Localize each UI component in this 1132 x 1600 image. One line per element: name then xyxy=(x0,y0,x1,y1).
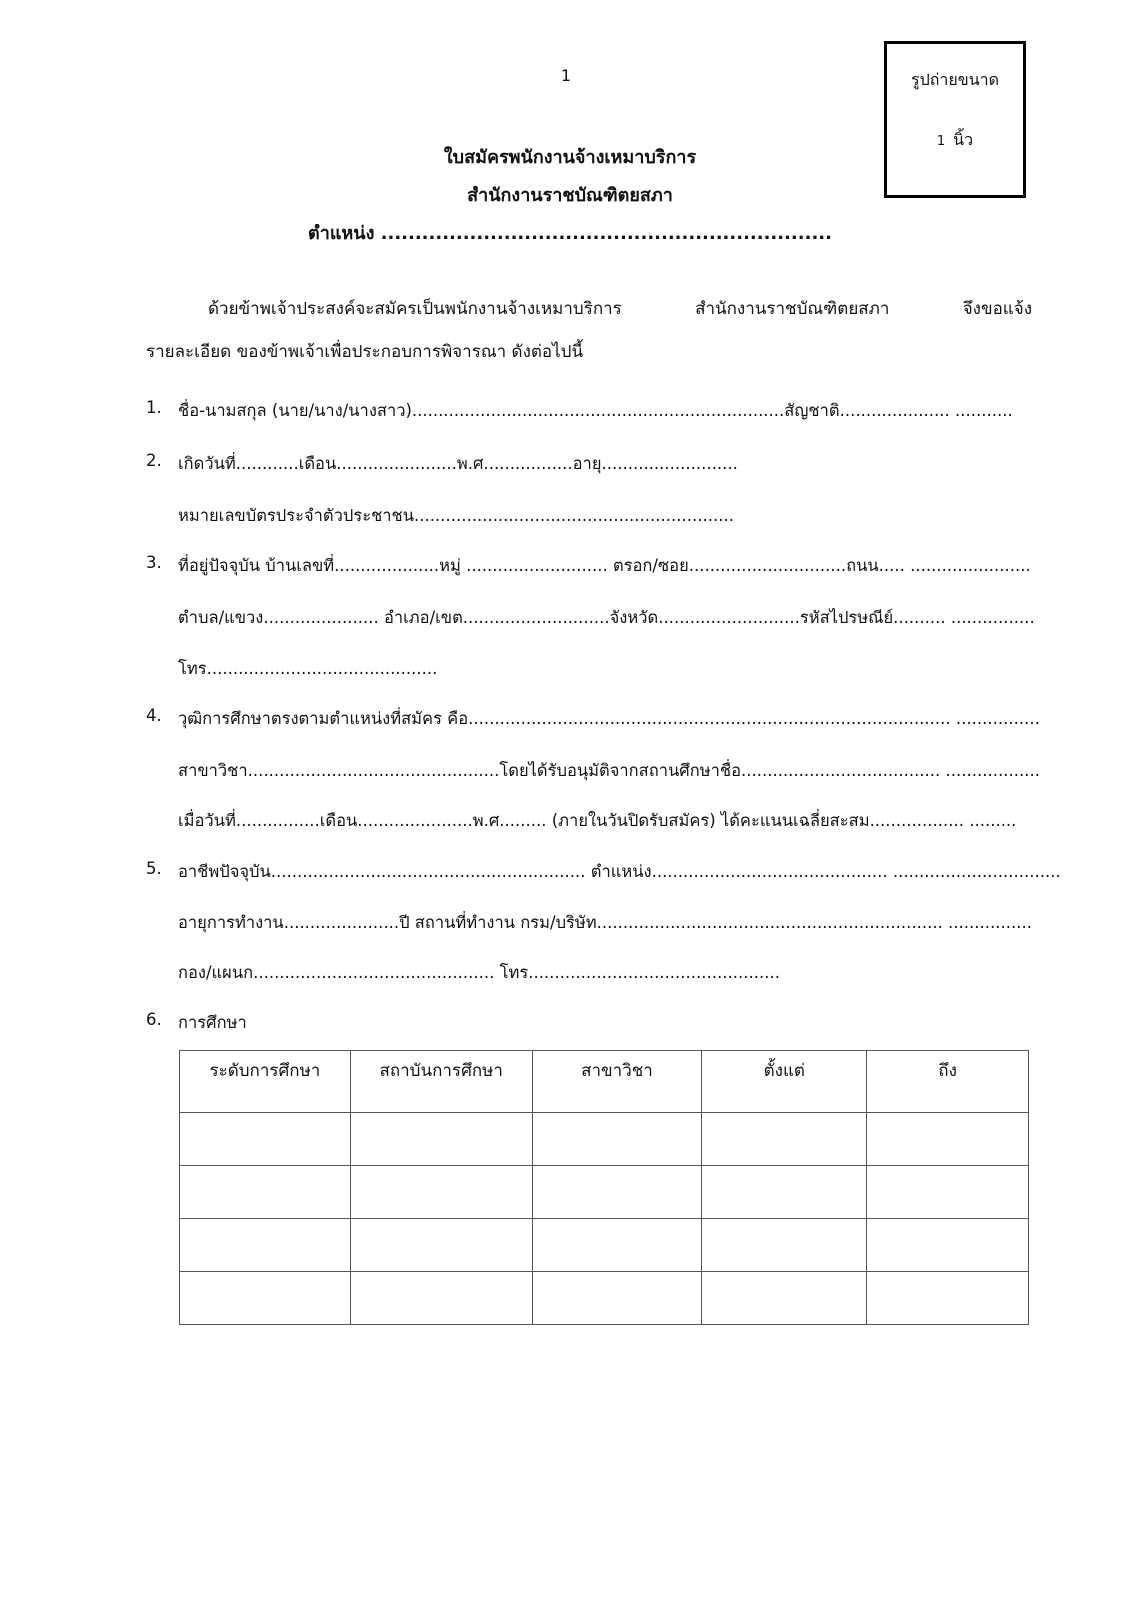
major-institution-field[interactable]: สาขาวิชา................................................โดยได้รับอนุมัติจากสถานศึกษาชื่อ...................................... .................. xyxy=(178,761,1040,780)
table-header-row xyxy=(180,1051,1029,1113)
address-line2-field[interactable]: ตำบล/แขวง...................... อำเภอ/เขต............................จังหวัด...........................รหัสไปรษณีย์.......... ................ xyxy=(178,608,1035,627)
photo-size-number: 1 xyxy=(936,134,946,149)
photo-placeholder-box xyxy=(884,41,1026,198)
table-cell[interactable] xyxy=(532,1113,702,1166)
table-cell[interactable] xyxy=(702,1166,867,1219)
table-row xyxy=(180,1113,1029,1166)
item-number: 4. xyxy=(146,706,162,725)
national-id-field[interactable]: หมายเลขบัตรประจำตัวประชาชน............................................................. xyxy=(178,506,734,525)
table-cell[interactable] xyxy=(350,1166,532,1219)
education-section-label: การศึกษา xyxy=(178,1013,247,1032)
photo-size-label: รูปถ่ายขนาด xyxy=(910,70,1000,89)
table-cell[interactable] xyxy=(350,1113,532,1166)
intro-paragraph-line2: รายละเอียด ของข้าพเจ้าเพื่อประกอบการพิจารณา ดังต่อไปนี้ xyxy=(146,342,584,362)
item-number: 6. xyxy=(146,1010,162,1029)
item-number: 1. xyxy=(146,398,162,417)
table-cell[interactable] xyxy=(350,1272,532,1325)
item-number: 3. xyxy=(146,553,162,572)
table-cell[interactable] xyxy=(867,1272,1029,1325)
table-row xyxy=(180,1272,1029,1325)
header-education-level: ระดับการศึกษา xyxy=(180,1051,351,1113)
address-line1-field[interactable]: ที่อยู่ปัจจุบัน บ้านเลขที่....................หมู่ ........................... ตรอก/ซอย..............................ถนน..... ....................... xyxy=(178,556,1031,575)
qualification-field[interactable]: วุฒิการศึกษาตรงตามตำแหน่งที่สมัคร คือ............................................................................................ ................ xyxy=(178,709,1040,728)
education-table xyxy=(179,1050,1029,1325)
form-title: ใบสมัครพนักงานจ้างเหมาบริการ xyxy=(443,147,697,168)
item-number: 5. xyxy=(146,859,162,878)
table-cell[interactable] xyxy=(702,1113,867,1166)
division-phone-field[interactable]: กอง/แผนก.............................................. โทร................................................ xyxy=(178,963,780,982)
item-number: 2. xyxy=(146,451,162,470)
name-nationality-field[interactable]: ชื่อ-นามสกุล (นาย/นาง/นางสาว).......................................................................สัญชาติ..................... ........... xyxy=(178,401,1013,420)
header-from: ตั้งแต่ xyxy=(702,1051,867,1113)
photo-size-unit: นิ้ว xyxy=(953,130,974,149)
table-cell[interactable] xyxy=(350,1219,532,1272)
table-cell[interactable] xyxy=(702,1219,867,1272)
table-cell[interactable] xyxy=(867,1219,1029,1272)
table-row xyxy=(180,1166,1029,1219)
organization-name: สำนักงานราชบัณฑิตยสภา xyxy=(467,185,673,206)
table-cell[interactable] xyxy=(867,1166,1029,1219)
birth-date-age-field[interactable]: เกิดวันที่............เดือน.......................พ.ศ.................อายุ.......................... xyxy=(178,454,738,473)
table-cell[interactable] xyxy=(702,1272,867,1325)
table-row xyxy=(180,1219,1029,1272)
table-cell[interactable] xyxy=(532,1166,702,1219)
graduation-gpa-field[interactable]: เมื่อวันที่................เดือน......................พ.ศ......... (ภายในวันปิดรับสมัคร) ได้คะแนนเฉลี่ยสะสม.................. ......... xyxy=(178,811,1017,830)
table-cell[interactable] xyxy=(180,1166,351,1219)
table-cell[interactable] xyxy=(532,1219,702,1272)
occupation-position-field[interactable]: อาชีพปัจจุบัน............................................................ ตำแหน่ง............................................. ................................ xyxy=(178,862,1061,881)
header-institution: สถาบันการศึกษา xyxy=(350,1051,532,1113)
table-cell[interactable] xyxy=(867,1113,1029,1166)
table-cell[interactable] xyxy=(180,1219,351,1272)
intro-paragraph-line1: ด้วยข้าพเจ้าประสงค์จะสมัครเป็นพนักงานจ้างเหมาบริการ สำนักงานราชบัณฑิตยสภา จึงขอแจ้ง xyxy=(208,299,1032,319)
header-major: สาขาวิชา xyxy=(532,1051,702,1113)
page-number: 1 xyxy=(560,66,572,85)
table-cell[interactable] xyxy=(180,1272,351,1325)
header-to: ถึง xyxy=(867,1051,1029,1113)
position-field[interactable]: ตำแหน่ง .................................................................. xyxy=(308,223,832,244)
work-years-workplace-field[interactable]: อายุการทำงาน......................ปี สถานที่ทำงาน กรม/บริษัท.................................................................. ................ xyxy=(178,913,1032,932)
table-cell[interactable] xyxy=(180,1113,351,1166)
table-cell[interactable] xyxy=(532,1272,702,1325)
phone-field[interactable]: โทร............................................ xyxy=(178,659,438,678)
